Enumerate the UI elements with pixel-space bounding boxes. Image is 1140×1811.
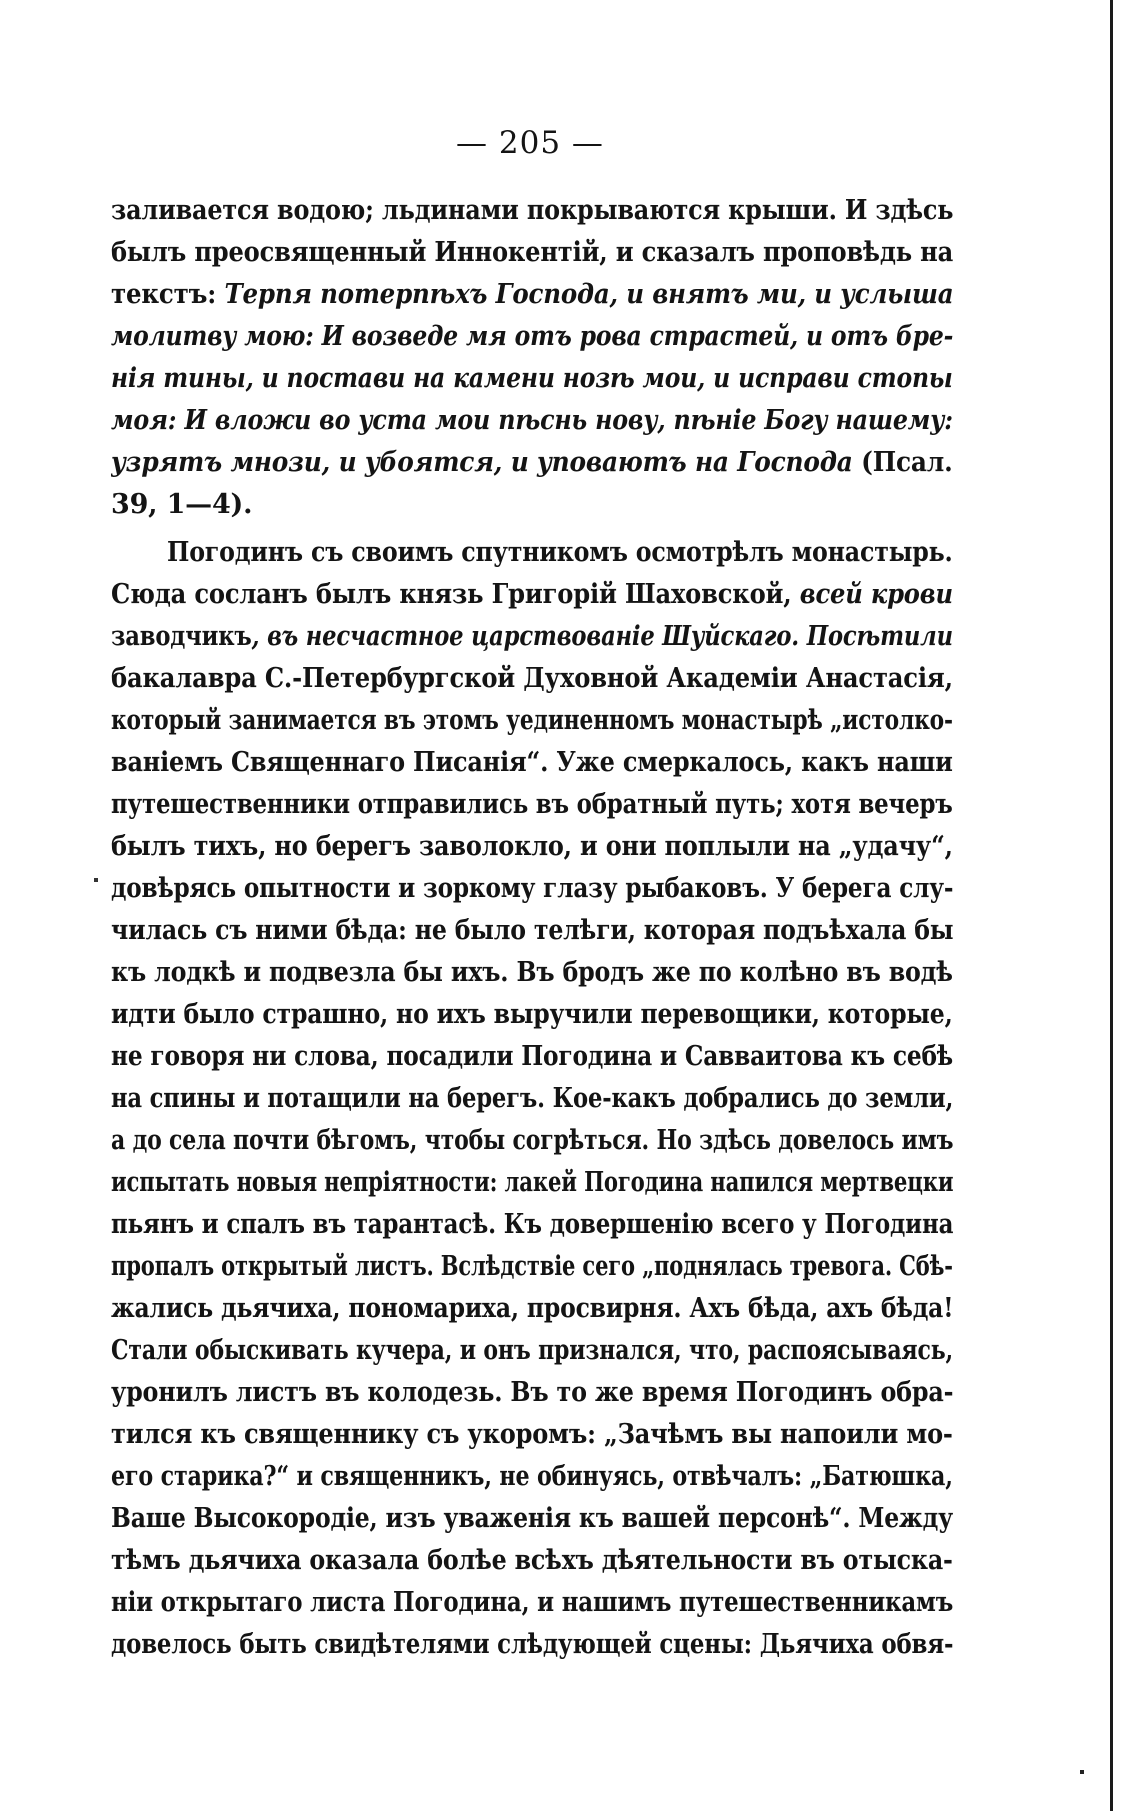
margin-speck	[94, 878, 98, 882]
page-number: — 205 —	[456, 125, 604, 161]
text-line-italic: моя: И вложи во уста мои пѣснь нову, пѣніе Богу нашему:	[111, 405, 953, 436]
text-line: уронилъ листъ въ колодезь. Въ то же время Погодинъ обра-	[111, 1377, 953, 1408]
text-line: жались дьячиха, пономариха, просвирня. Ахъ бѣда, ахъ бѣда!	[111, 1293, 953, 1324]
text-line: который занимается въ этомъ уединенномъ монастырѣ „истолко-	[111, 705, 953, 736]
text-line: идти было страшно, но ихъ выручили перевощики, которые,	[111, 999, 953, 1030]
paragraph-1	[111, 190, 953, 526]
text-line: текстъ: Терпя потерпѣхъ Господа, и внятъ ми, и услыша	[111, 279, 953, 310]
text-line: Сюда сосланъ былъ князь Григорій Шаховской, всей крови	[111, 579, 953, 610]
text-line: заводчикъ, въ несчастное царствованіе Шуйскаго. Посѣтили	[111, 621, 953, 652]
margin-speck	[1080, 1770, 1084, 1774]
text-line: пропалъ открытый листъ. Вслѣдствіе сего „поднялась тревога. Сбѣ-	[111, 1251, 953, 1282]
text-line: а до села почти бѣгомъ, чтобы согрѣться. Но здѣсь довелось имъ	[111, 1125, 953, 1156]
text-line: не говоря ни слова, посадили Погодина и Савваитова къ себѣ	[111, 1041, 953, 1072]
text-line: довелось быть свидѣтелями слѣдующей сцены: Дьячиха обвя-	[111, 1629, 953, 1660]
text-line: испытать новыя непріятности: лакей Погодина напился мертвецки	[111, 1167, 953, 1198]
text-line: путешественники отправились въ обратный путь; хотя вечеръ	[111, 789, 953, 820]
text-line: на спины и потащили на берегъ. Кое-какъ добрались до земли,	[111, 1083, 953, 1114]
text-line: чилась съ ними бѣда: не было телѣги, которая подъѣхала бы	[111, 915, 953, 946]
text-line: тился къ священнику съ укоромъ: „Зачѣмъ вы напоили мо-	[111, 1419, 953, 1450]
paragraph-2	[111, 532, 953, 1666]
text-line: 39, 1—4).	[111, 489, 253, 520]
text-line: Стали обыскивать кучера, и онъ признался, что, распоясываясь,	[111, 1335, 953, 1366]
page-edge-rule	[1110, 0, 1113, 1811]
text-line: довѣрясь опытности и зоркому глазу рыбаковъ. У берега слу-	[111, 873, 953, 904]
text-line: къ лодкѣ и подвезла бы ихъ. Въ бродъ же по колѣно въ водѣ	[111, 957, 953, 988]
text-line: Погодинъ съ своимъ спутникомъ осмотрѣлъ монастырь.	[167, 537, 953, 568]
text-line: ніи открытаго листа Погодина, и нашимъ путешественникамъ	[111, 1587, 953, 1618]
text-line: тѣмъ дьячиха оказала болѣе всѣхъ дѣятельности въ отыска-	[111, 1545, 953, 1576]
text-line: узрятъ мнози, и убоятся, и уповаютъ на Господа (Псал.	[111, 447, 953, 478]
text-line: заливается водою; льдинами покрываются крыши. И здѣсь	[111, 195, 953, 226]
text-line: былъ тихъ, но берегъ заволокло, и они поплыли на „удачу“,	[111, 831, 953, 862]
text-line-italic: нія тины, и постави на камени нозѣ мои, и исправи стопы	[111, 363, 953, 394]
text-line: былъ преосвященный Иннокентій, и сказалъ проповѣдь на	[111, 237, 953, 268]
text-line-italic: молитву мою: И возведе мя отъ рова страстей, и отъ бре-	[111, 321, 953, 352]
text-line: пьянъ и спалъ въ тарантасѣ. Къ довершенію всего у Погодина	[111, 1209, 953, 1240]
text-line: Ваше Высокородіе, изъ уваженія къ вашей персонѣ“. Между	[111, 1503, 953, 1534]
text-line: его старика?“ и священникъ, не обинуясь, отвѣчалъ: „Батюшка,	[111, 1461, 953, 1492]
body-text	[111, 190, 953, 1666]
text-line: бакалавра С.-Петербургской Духовной Академіи Анастасія,	[111, 663, 953, 694]
text-line: ваніемъ Священнаго Писанія“. Уже смеркалось, какъ наши	[111, 747, 953, 778]
